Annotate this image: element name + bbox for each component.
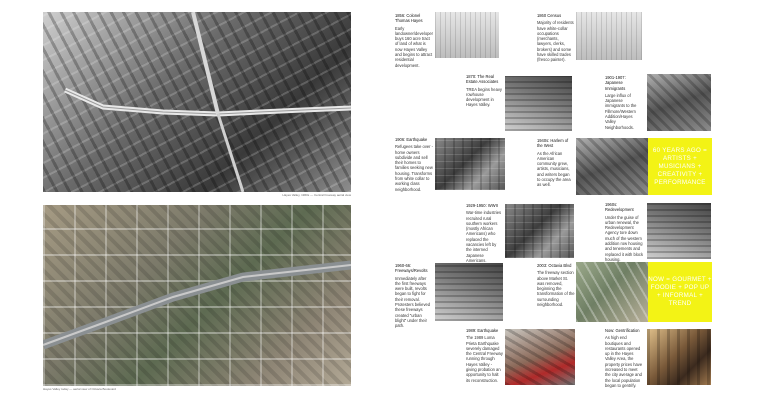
top-photo-caption: Hayes Valley, 1960s — Central Freeway aerial view bbox=[282, 193, 351, 197]
entry-body: Majority of residents have white-collar occupations (merchants, lawyers, clerks, brokers) and some have skilled trades (fresco painter). bbox=[537, 20, 574, 63]
freeway-illustration bbox=[43, 12, 351, 192]
entry-body: Under the guise of urban renewal, the Redevelopment Agency tore down much of the western addition row housing and tenements and replaced it with block housing. bbox=[605, 214, 643, 262]
entry-body: Early landowner/developer buys 160 acre tract of land of what is now Hayes Valley and begins to attract residential development. bbox=[395, 25, 434, 68]
entry-title: 1960s: Redevelopment bbox=[605, 202, 634, 213]
photo-1940s-harlem bbox=[576, 138, 648, 195]
photo-1960-freeways bbox=[435, 263, 503, 321]
callout-past-text: 60 YEARS AGO = ARTISTS + MUSICIANS + CREATIVITY + PERFORMANCE bbox=[652, 146, 708, 186]
entry-title: 1856: Colonel Thomas Hayes bbox=[395, 13, 423, 24]
photo-1960s-redevelopment bbox=[647, 203, 711, 259]
entry-body: As the African American community grew, artists, musicians, and writers began to occupy the area as well. bbox=[537, 150, 571, 188]
entry-body: The freeway section above Market St. was removed, beginning the transformation of the surrounding neighborhood. bbox=[537, 270, 575, 308]
photo-now-gentrification bbox=[647, 329, 711, 385]
callout-now bbox=[648, 262, 712, 322]
timeline-entry-1929 bbox=[466, 203, 503, 263]
entry-title: 1929-1950: WWII bbox=[466, 203, 498, 208]
entry-title: 1906: Earthquake bbox=[395, 137, 428, 142]
entry-body: Immediately after the first freeways were built, revolts began to fight for their removal. Protesters believed these freeways created "urban blight" under their path. bbox=[395, 275, 431, 329]
entry-title: 1940s: Harlem of the West bbox=[537, 138, 569, 149]
entry-title: 2003: Octavia Blvd bbox=[537, 263, 572, 268]
timeline-entry-1940s bbox=[537, 138, 573, 188]
timeline-entry-1870 bbox=[466, 74, 502, 108]
entry-title: 1870: The Real Estate Associates bbox=[466, 74, 499, 85]
freeway-color-illustration bbox=[43, 205, 351, 386]
timeline-entry-1906 bbox=[395, 137, 433, 192]
entry-title: 1989: Earthquake bbox=[466, 328, 499, 333]
timeline-entry-1960-freeways bbox=[395, 263, 433, 329]
bottom-photo-caption: Hayes Valley today — aerial view of Octavia Boulevard bbox=[43, 387, 116, 391]
photo-1929-wwii bbox=[505, 204, 574, 258]
photo-1906-earthquake bbox=[435, 138, 505, 190]
timeline-entry-1860 bbox=[537, 13, 574, 63]
photo-1989-earthquake bbox=[505, 329, 575, 385]
timeline-entry-now bbox=[605, 328, 643, 388]
entry-body: War-time industries recruited rural southern workers (mostly African Americans) who replaced the vacancies left by the interned Japanese Americans. bbox=[466, 210, 502, 263]
aerial-photo-1960s bbox=[43, 12, 351, 192]
photo-1901-immigrants bbox=[647, 74, 711, 131]
callout-past bbox=[648, 138, 712, 195]
entry-body: Large influx of Japanese immigrants to the Fillmore/Western Addition/Hayes Valley Neighborhoods. bbox=[605, 92, 637, 130]
callout-now-text: NOW = GOURMET + FOODIE + POP UP + INFORMAL + TREND bbox=[648, 276, 712, 307]
aerial-photo-today bbox=[43, 205, 351, 386]
photo-1860-census bbox=[576, 12, 642, 60]
photo-1856-portrait bbox=[435, 12, 499, 58]
timeline-entry-1989 bbox=[466, 328, 503, 383]
entry-title: Now: Gentrification bbox=[605, 328, 640, 333]
entry-title: 1901-1907: Japanese Immigrants bbox=[605, 75, 626, 91]
entry-body: The 1989 Loma Prieta Earthquake severely damaged the Central Freeway running through Hayes Valley - giving probation an opportunity to halt its reconstruction. bbox=[466, 335, 503, 383]
entry-title: 1860 Census bbox=[537, 13, 562, 18]
timeline-entry-2003 bbox=[537, 263, 575, 307]
entry-body: Refugees take over - home owners subdivide and sell their homes to families seeking new housing. Transforms from white collar to working class neighborhood. bbox=[395, 144, 434, 192]
photo-1870-rowhouses bbox=[505, 76, 572, 131]
entry-title: 1960-66: Freeways/Revolts bbox=[395, 263, 428, 274]
photo-2003-octavia bbox=[576, 262, 648, 322]
timeline-entry-1960s-redevelopment bbox=[605, 202, 643, 262]
entry-body: As high end boutiques and restaurants opened up in the Hayes Valley Area, the property prices have increased to meet the city average and the local population began to gentrify. bbox=[605, 335, 643, 388]
entry-body: TREA begins heavy rowhouse development in Hayes Valley. bbox=[466, 86, 502, 108]
timeline-entry-1901 bbox=[605, 75, 643, 130]
timeline-entry-1856 bbox=[395, 13, 433, 68]
